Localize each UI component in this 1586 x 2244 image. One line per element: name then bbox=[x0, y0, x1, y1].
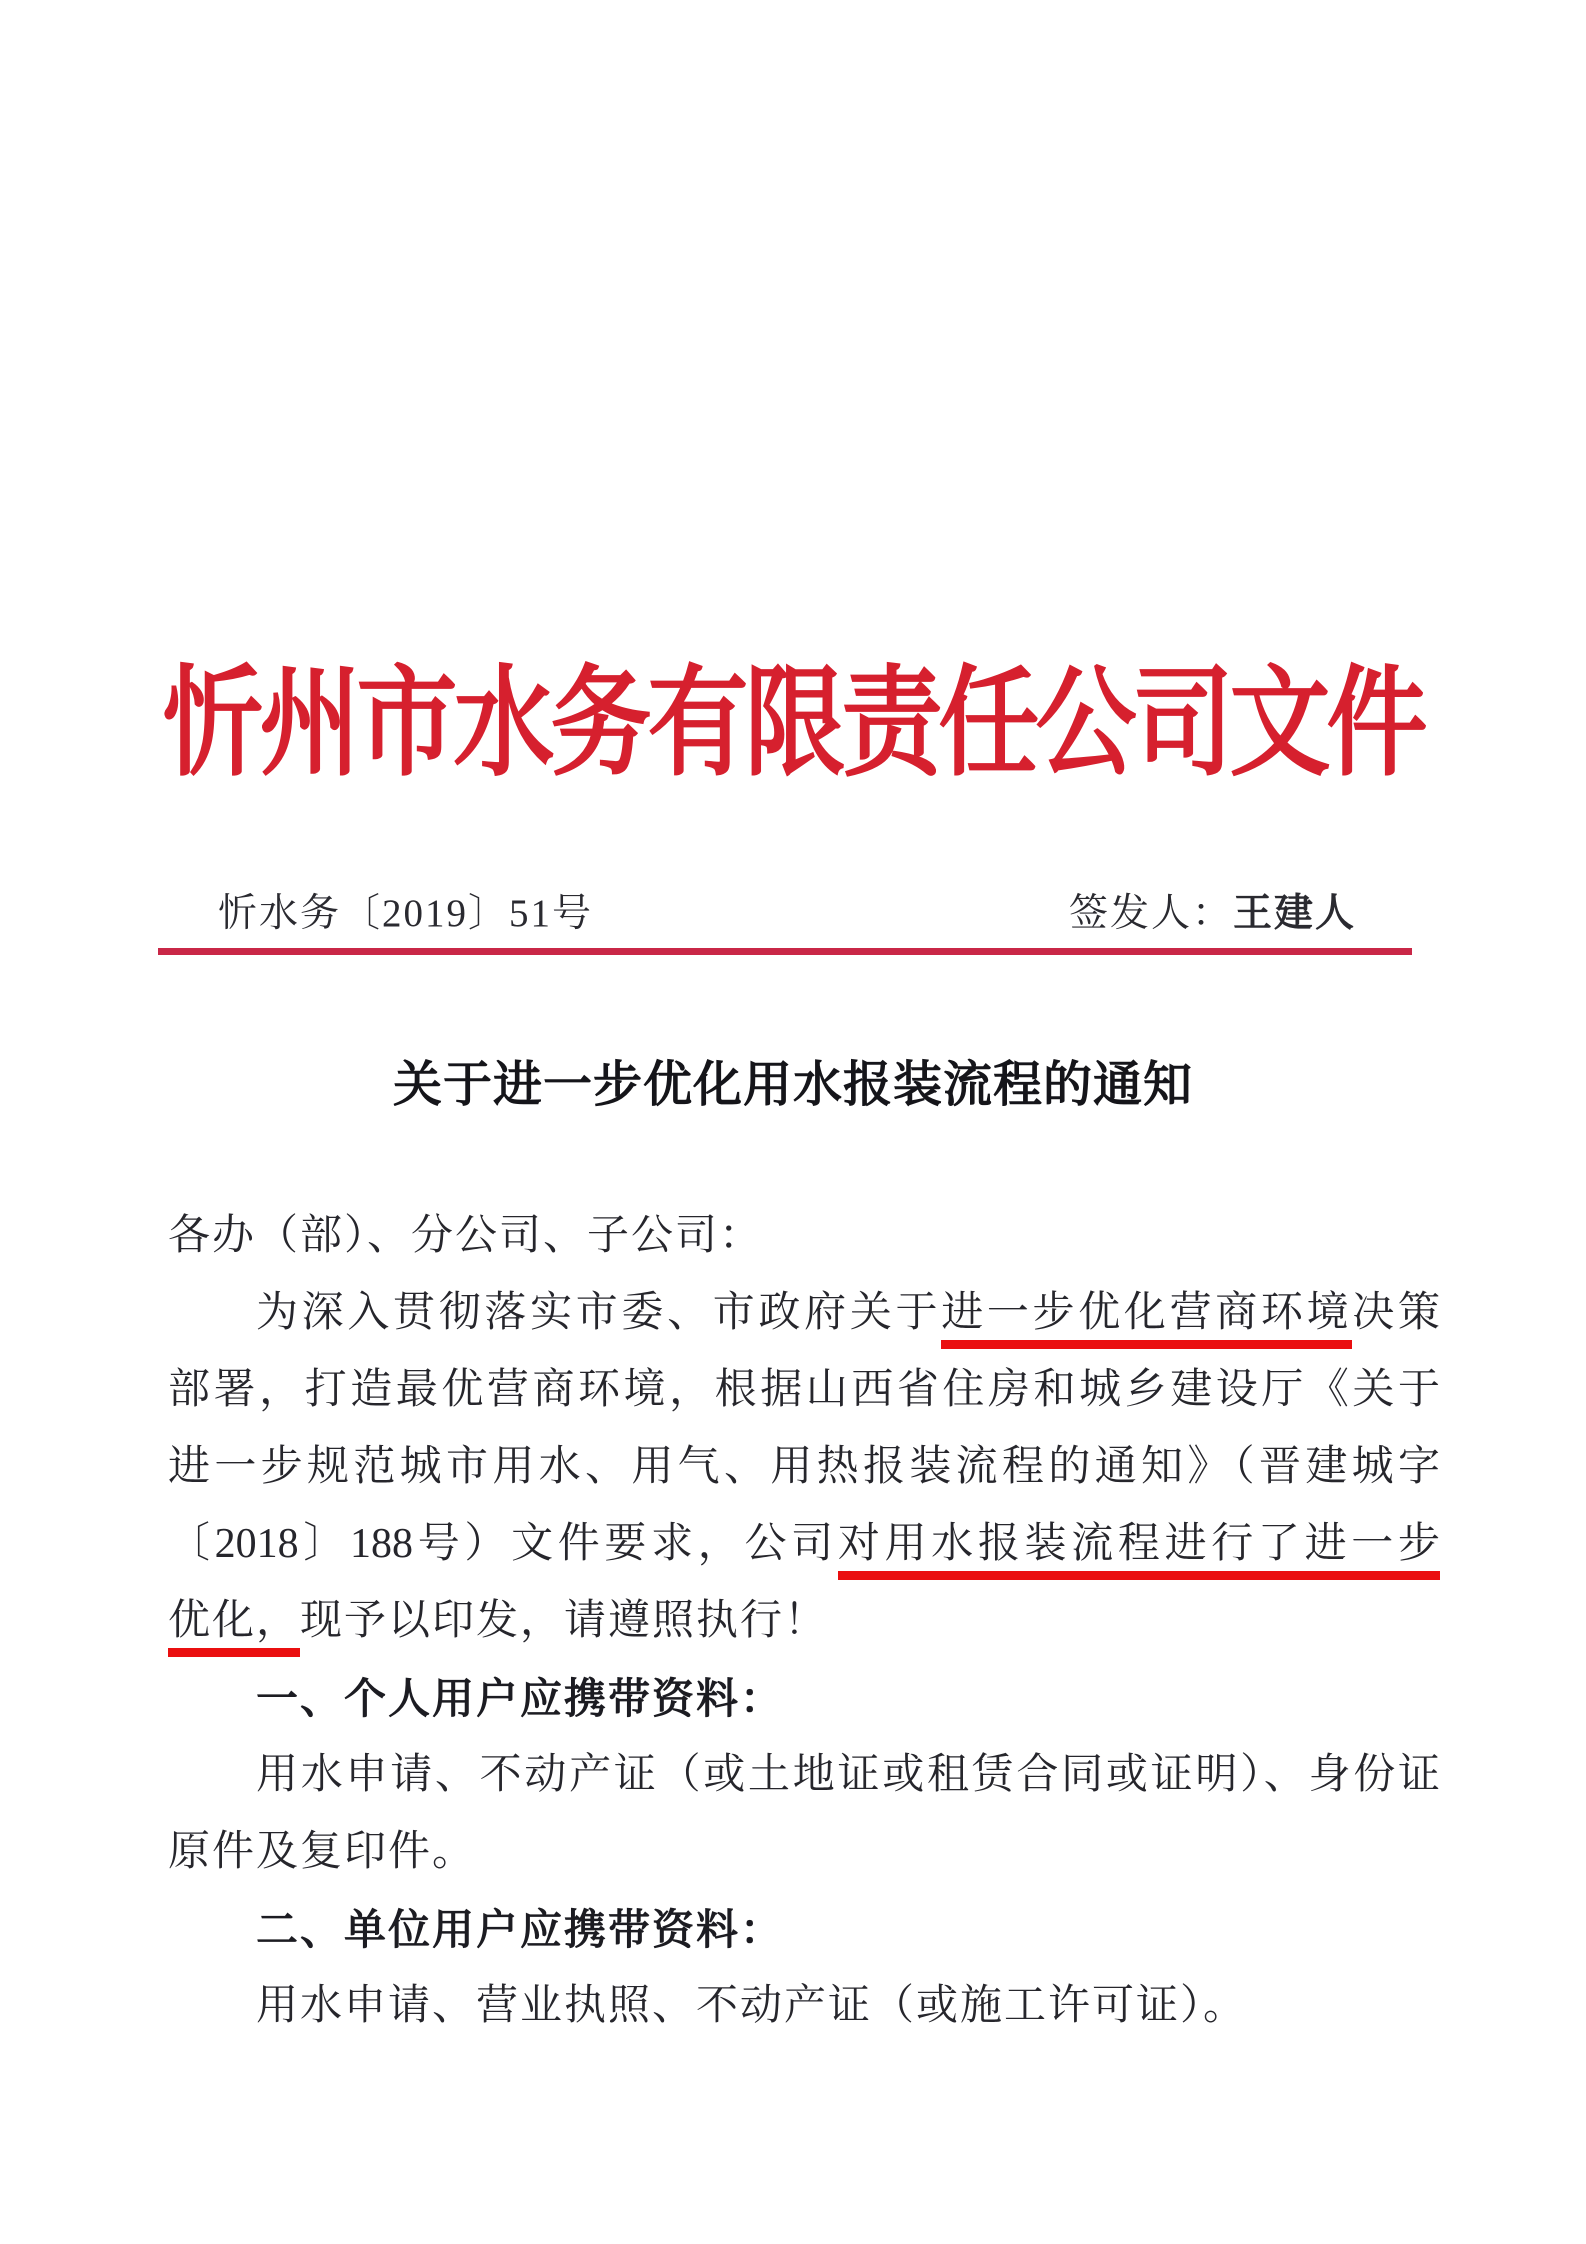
body-line bbox=[168, 1429, 1440, 1506]
red-underlined-text: 对用水报装流程进行了进一步 bbox=[838, 1521, 1440, 1580]
body-lines bbox=[168, 1198, 1440, 2045]
body-line bbox=[168, 1737, 1440, 1814]
text-run: 〔2018〕188号）文件要求，公司 bbox=[168, 1521, 838, 1567]
body-line bbox=[168, 1660, 1440, 1737]
text-run: 进一步规范城市用水、用气、用热报装流程的通知》（晋建城字 bbox=[168, 1444, 1440, 1490]
body-line bbox=[168, 1814, 1440, 1891]
issuer-name: 王建人 bbox=[1232, 892, 1356, 935]
text-run: 部署，打造最优营商环境，根据山西省住房和城乡建设厅《关于 bbox=[168, 1367, 1440, 1413]
issuer-label: 签发人： bbox=[1068, 892, 1233, 935]
text-run: 决策 bbox=[1352, 1290, 1440, 1336]
body-line bbox=[168, 1275, 1440, 1352]
text-run: 一、个人用户应携带资料： bbox=[256, 1675, 785, 1722]
text-run: 用水申请、营业执照、不动产证（或施工许可证）。 bbox=[256, 1983, 1248, 2029]
red-divider-rule bbox=[158, 948, 1412, 955]
subject-title: 关于进一步优化用水报装流程的通知 bbox=[392, 1057, 1193, 1112]
text-run: 原件及复印件。 bbox=[168, 1829, 477, 1875]
doc-info-row bbox=[160, 882, 1412, 938]
text-run: 为深入贯彻落实市委、市政府关于 bbox=[256, 1290, 942, 1336]
body-line bbox=[168, 1583, 1440, 1660]
red-underlined-text: 进一步优化营商环境 bbox=[941, 1290, 1352, 1349]
body-line bbox=[168, 1198, 1440, 1275]
issuer bbox=[1069, 882, 1356, 938]
body-line bbox=[168, 1891, 1440, 1968]
body-line bbox=[168, 1506, 1440, 1583]
body-line bbox=[168, 1352, 1440, 1429]
body-line bbox=[168, 1968, 1440, 2045]
text-run: 二、单位用户应携带资料： bbox=[256, 1906, 785, 1953]
doc-number: 忻水务〔2019〕51号 bbox=[218, 892, 594, 935]
org-title: 忻州市水务有限责任公司文件 bbox=[162, 657, 1424, 790]
red-underlined-text: 优化， bbox=[168, 1598, 300, 1657]
text-run: 各办（部）、分公司、子公司： bbox=[168, 1213, 764, 1259]
text-run: 现予以印发，请遵照执行！ bbox=[300, 1598, 829, 1644]
text-run: 用水申请、不动产证（或土地证或租赁合同或证明）、身份证 bbox=[256, 1752, 1440, 1798]
